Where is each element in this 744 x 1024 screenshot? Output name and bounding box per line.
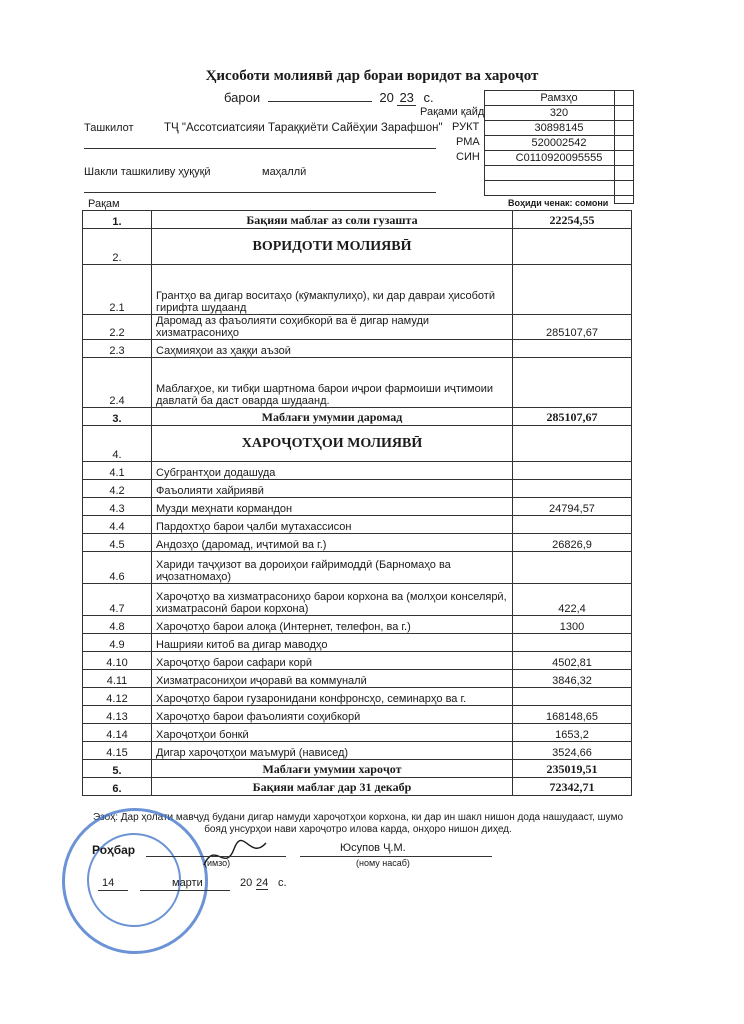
- row-value: [513, 552, 632, 584]
- codes-box: [484, 90, 633, 196]
- row-number: 1.: [83, 211, 152, 229]
- table-row: [83, 265, 632, 315]
- signature-icon: [200, 835, 270, 875]
- table-row: [83, 211, 632, 229]
- table-row: [83, 426, 632, 462]
- table-row: [83, 706, 632, 724]
- row-number: 6.: [83, 778, 152, 796]
- row-value: [513, 229, 632, 265]
- row-label: Маблағи умумии хароҷот: [152, 760, 513, 778]
- row-label: ХАРОҶОТҲОИ МОЛИЯВӢ: [152, 426, 513, 462]
- row-number: 4.5: [83, 534, 152, 552]
- row-label: Грантҳо ва дигар воситаҳо (кӯмакпулиҳо), ки дар давраи ҳисоботӣ гирифта шудаанд: [152, 265, 513, 315]
- row-label: Маблағи умумии даромад: [152, 408, 513, 426]
- name-caption: (ному насаб): [356, 858, 410, 868]
- row-number: 4.12: [83, 688, 152, 706]
- row-number: 2.3: [83, 340, 152, 358]
- date-month-line: [140, 890, 230, 891]
- table-row: [83, 340, 632, 358]
- sin-label: СИН: [456, 151, 480, 163]
- legal-form-label: Шакли ташкиливу ҳуқуқӣ: [84, 166, 211, 178]
- row-label: Хароҷотҳо барои гузаронидани конфронсҳо, семинарҳо ва г.: [152, 688, 513, 706]
- row-number: 2.1: [83, 265, 152, 315]
- period-line: [224, 90, 434, 105]
- row-number: 4.9: [83, 634, 152, 652]
- period-year: 23: [399, 90, 414, 105]
- row-label: Хариди таҷҳизот ва дороиҳои ғайримоддӣ (Барномаҳо ва иҷозатномаҳо): [152, 552, 513, 584]
- table-row: [83, 652, 632, 670]
- row-value: 235019,51: [513, 760, 632, 778]
- row-value: 24794,57: [513, 498, 632, 516]
- row-label: Бақияи маблағ дар 31 декабр: [152, 778, 513, 796]
- row-label: Хароҷотҳо барои фаъолияти соҳибкорӣ: [152, 706, 513, 724]
- qaid-value: 320: [485, 106, 633, 121]
- row-value: 72342,71: [513, 778, 632, 796]
- row-number: 4.2: [83, 480, 152, 498]
- unit-label: Воҳиди ченак: сомони: [508, 198, 609, 208]
- row-value: 26826,9: [513, 534, 632, 552]
- sin-value: С0110920095555: [485, 151, 633, 166]
- table-row: [83, 670, 632, 688]
- note-text: Эзоҳ: Дар ҳолати мавҷуд будани дигар намуди хароҷотҳои корхона, ки дар ин шакл нишон дода нашудааст, шумо бояд унсурҳои нави хароҷотро илова карда, онҳоро нишон диҳед.: [92, 812, 624, 835]
- row-label: Даромад аз фаъолияти соҳибкорӣ ва ё дигар намуди хизматрасониҳо: [152, 315, 513, 340]
- row-number: 4.14: [83, 724, 152, 742]
- row-label: Дигар хароҷотҳои маъмурӣ (нависед): [152, 742, 513, 760]
- row-value: [513, 358, 632, 408]
- qaid-label: Рақами қайд: [420, 106, 485, 118]
- row-number: 2.: [83, 229, 152, 265]
- row-number: 2.2: [83, 315, 152, 340]
- rma-label: РМА: [456, 136, 480, 148]
- table-row: [83, 552, 632, 584]
- row-value: [513, 516, 632, 534]
- name-line: [300, 856, 492, 857]
- row-value: 285107,67: [513, 408, 632, 426]
- table-row: [83, 408, 632, 426]
- head-label: Роҳбар: [92, 843, 136, 857]
- legal-form-underline: [84, 192, 436, 193]
- row-label: Маблағҳое, ки тибқи шартнома барои иҷрои фармоиши иҷтимоии давлатӣ ба даст оварда шудаанд.: [152, 358, 513, 408]
- date-year-suffix: с.: [278, 877, 287, 889]
- row-number: 5.: [83, 760, 152, 778]
- row-label: Хизматрасониҳои иҷоравӣ ва коммуналӣ: [152, 670, 513, 688]
- row-number: 4.8: [83, 616, 152, 634]
- rma-value: 520002542: [485, 136, 633, 151]
- table-row: [83, 480, 632, 498]
- report-title: Ҳисоботи молиявӣ дар бораи воридот ва хароҷот: [205, 68, 539, 84]
- date-year: 24: [256, 877, 269, 889]
- table-row: [83, 462, 632, 480]
- org-underline: [84, 148, 436, 149]
- table-row: [83, 358, 632, 408]
- row-label: Пардохтҳо барои ҷалби мутахассисон: [152, 516, 513, 534]
- row-value: 3524,66: [513, 742, 632, 760]
- row-label: Музди меҳнати кормандон: [152, 498, 513, 516]
- row-label: Хароҷотҳо барои алоқа (Интернет, телефон, ва г.): [152, 616, 513, 634]
- row-value: 1300: [513, 616, 632, 634]
- row-number: 4.10: [83, 652, 152, 670]
- row-value: 422,4: [513, 584, 632, 616]
- row-value: [513, 634, 632, 652]
- codes-blank-1: [485, 166, 633, 181]
- table-row: [83, 688, 632, 706]
- table-row: [83, 516, 632, 534]
- row-label: Хароҷотҳои бонкӣ: [152, 724, 513, 742]
- row-value: 3846,32: [513, 670, 632, 688]
- row-label: Фаъолияти хайриявӣ: [152, 480, 513, 498]
- row-number: 4.7: [83, 584, 152, 616]
- row-label: Хароҷотҳо барои сафари корӣ: [152, 652, 513, 670]
- row-number: 4.: [83, 426, 152, 462]
- table-row: [83, 584, 632, 616]
- row-value: [513, 480, 632, 498]
- row-label: Субгрантҳои додашуда: [152, 462, 513, 480]
- period-year-suffix: с.: [423, 90, 434, 105]
- rukt-value: 30898145: [485, 121, 633, 136]
- table-row: [83, 498, 632, 516]
- codes-side-column: [614, 90, 634, 204]
- table-row: [83, 634, 632, 652]
- row-label: Андозҳо (даромад, иҷтимоӣ ва г.): [152, 534, 513, 552]
- report-table: [82, 210, 632, 796]
- codes-header: Рамзҳо: [485, 91, 633, 106]
- row-value: [513, 688, 632, 706]
- table-row: [83, 760, 632, 778]
- row-value: 168148,65: [513, 706, 632, 724]
- row-value: [513, 426, 632, 462]
- table-row: [83, 315, 632, 340]
- row-number: 4.6: [83, 552, 152, 584]
- org-label: Ташкилот: [84, 122, 134, 134]
- period-prefix: барои: [224, 90, 261, 105]
- date-day-line: [98, 890, 128, 891]
- table-row: [83, 229, 632, 265]
- row-number: 4.3: [83, 498, 152, 516]
- row-label: Бақияи маблағ аз соли гузашта: [152, 211, 513, 229]
- location-label: маҳаллӣ: [262, 166, 307, 178]
- period-blank: [268, 101, 372, 102]
- row-number: 4.11: [83, 670, 152, 688]
- rukt-label: РУКТ: [452, 121, 480, 133]
- head-name: Юсупов Ҷ.М.: [340, 842, 406, 854]
- row-value: 22254,55: [513, 211, 632, 229]
- row-value: 4502,81: [513, 652, 632, 670]
- row-number: 2.4: [83, 358, 152, 408]
- row-label: Саҳмияҳои аз ҳаққи аъзоӣ: [152, 340, 513, 358]
- codes-blank-2: [485, 181, 633, 195]
- row-value: [513, 265, 632, 315]
- period-year-prefix: 20: [379, 90, 394, 105]
- sign-caption: (имзо): [204, 858, 231, 868]
- date-year-prefix: 20: [240, 877, 253, 889]
- table-row: [83, 534, 632, 552]
- org-name: ТҶ "Ассотсиатсияи Тараққиёти Сайёҳии Зарафшон": [164, 122, 443, 134]
- row-number: 4.13: [83, 706, 152, 724]
- row-label: Нашрияи китоб ва дигар маводҳо: [152, 634, 513, 652]
- table-row: [83, 616, 632, 634]
- table-row: [83, 724, 632, 742]
- row-value: [513, 340, 632, 358]
- date-month: марти: [172, 877, 203, 889]
- row-number: 4.4: [83, 516, 152, 534]
- row-number: 4.1: [83, 462, 152, 480]
- row-value: 285107,67: [513, 315, 632, 340]
- row-label: Хароҷотҳо ва хизматрасониҳо барои корхона ва (молҳои конселярӣ, хизматрасонӣ барои корхона): [152, 584, 513, 616]
- row-number: 4.15: [83, 742, 152, 760]
- number-label: Рақам: [88, 198, 120, 210]
- row-value: 1653,2: [513, 724, 632, 742]
- row-value: [513, 462, 632, 480]
- sign-line: [146, 856, 286, 857]
- table-row: [83, 742, 632, 760]
- date-day: 14: [102, 877, 115, 889]
- row-number: 3.: [83, 408, 152, 426]
- table-row: [83, 778, 632, 796]
- row-label: ВОРИДОТИ МОЛИЯВӢ: [152, 229, 513, 265]
